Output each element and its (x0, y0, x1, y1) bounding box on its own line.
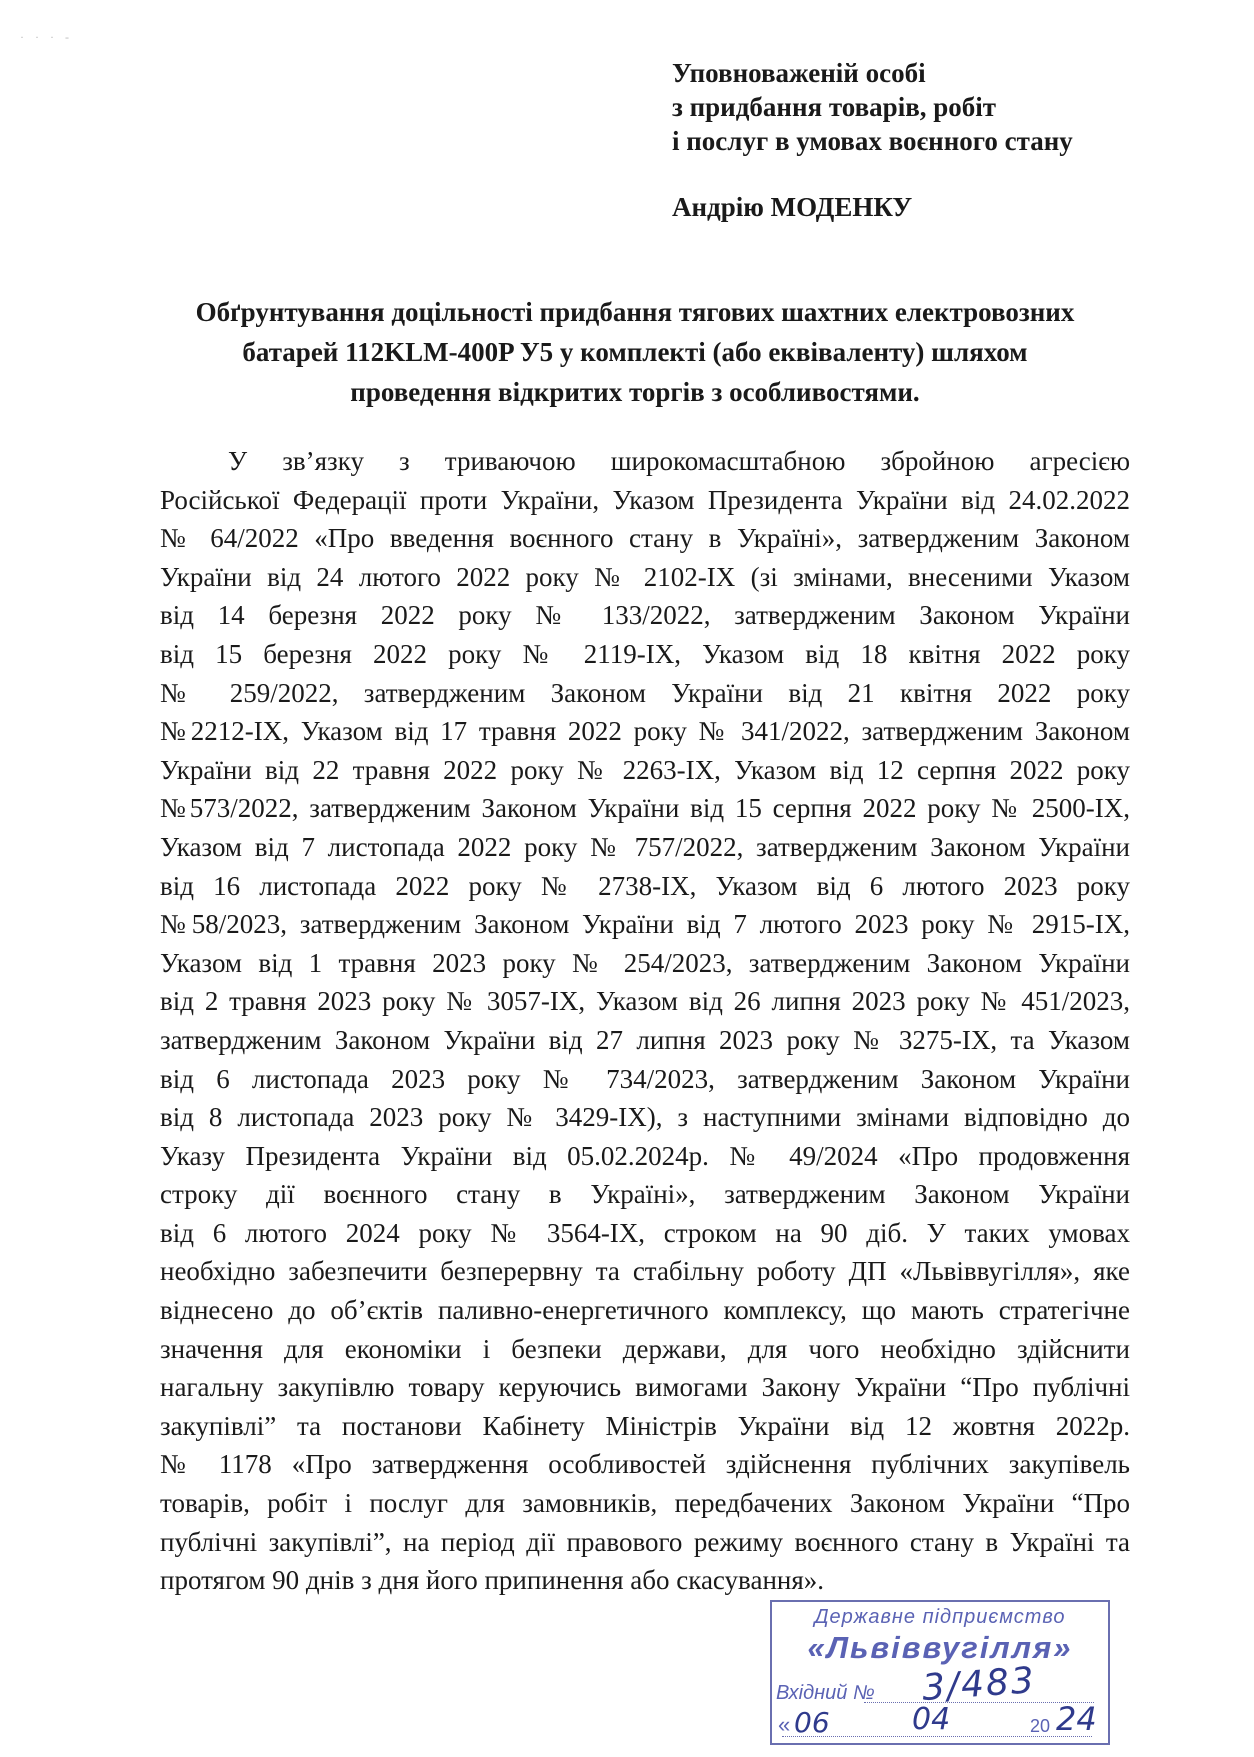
title-line: Обґрунтування доцільності придбання тягових шахтних електровозних (195, 297, 1075, 327)
body-line: №58/2023, затвердженим Законом України від 7 лютого 2023 року № 2915-IX, (160, 909, 1130, 940)
title-line: проведення відкритих торгів з особливостями. (350, 377, 920, 407)
body-line: №573/2022, затвердженим Законом України від 15 серпня 2022 року № 2500-IX, (160, 793, 1130, 824)
body-line: № 1178 «Про затвердження особливостей здійснення публічних закупівель (160, 1449, 1130, 1480)
addressee-name: Андрію МОДЕНКУ (672, 192, 913, 222)
body-line: від 16 листопада 2022 року № 2738-IX, Указом від 6 лютого 2023 року (160, 870, 1130, 901)
body-line: від 15 березня 2022 року № 2119-IX, Указом від 18 квітня 2022 року (160, 638, 1130, 669)
addressee-block (672, 56, 1192, 224)
body-line: від 6 листопада 2023 року № 734/2023, затвердженим Законом України (160, 1063, 1130, 1094)
body-line: протягом 90 днів з дня його припинення або скасування». (160, 1565, 825, 1596)
body-line: необхідно забезпечити безперервну та стабільну роботу ДП «Львіввугілля», яке (160, 1256, 1130, 1287)
stamp-incoming-number: 3/483 (920, 1660, 1038, 1709)
body-line: значення для економіки і безпеки держави, для чого необхідно здійснити (160, 1333, 1130, 1364)
body-line: затвердженим Законом України від 27 липня 2023 року № 3275-IX, та Указом (160, 1024, 1130, 1055)
body-line: публічні закупівлі”, на період дії правового режиму воєнного стану в Україні та (160, 1526, 1130, 1557)
scan-artifact: · · · - (20, 30, 73, 44)
body-line: від 2 травня 2023 року № 3057-IX, Указом від 26 липня 2023 року № 451/2023, (160, 986, 1130, 1017)
body-line: Указом від 1 травня 2023 року № 254/2023, затвердженим Законом України (160, 947, 1130, 978)
registration-stamp (770, 1600, 1110, 1745)
title-line: батарей 112KLM-400P У5 у комплекті (або еквіваленту) шляхом (242, 337, 1028, 367)
document-body (160, 442, 1130, 1600)
document-title (150, 292, 1120, 412)
body-line: Російської Федерації проти України, Указом Президента України від 24.02.2022 (160, 484, 1130, 515)
body-line: України від 22 травня 2022 року № 2263-IX, Указом від 12 серпня 2022 року (160, 754, 1130, 785)
body-line: від 6 лютого 2024 року № 3564-IX, строком на 90 діб. У таких умовах (160, 1217, 1130, 1248)
stamp-date-quote: « (778, 1712, 791, 1737)
stamp-date-year-prefix: 20 (1030, 1716, 1051, 1736)
stamp-date-year-suffix: 24 (1056, 1700, 1097, 1738)
body-line: від 14 березня 2022 року № 133/2022, затвердженим Законом України (160, 600, 1130, 631)
body-line: нагальну закупівлю товару керуючись вимогами Закону України “Про публічні (160, 1372, 1130, 1403)
body-line: №2212-IX, Указом від 17 травня 2022 року № 341/2022, затвердженим Законом (160, 716, 1130, 747)
body-line: № 259/2022, затвердженим Законом України від 21 квітня 2022 року (160, 677, 1130, 708)
stamp-company-name: «Львіввугілля» (807, 1630, 1073, 1665)
stamp-incoming-label: Вхідний № (776, 1682, 875, 1704)
body-line: Указу Президента України від 05.02.2024р. № 49/2024 «Про продовження (160, 1140, 1130, 1171)
stamp-date-month: 04 (912, 1702, 951, 1737)
stamp-organization: Державне підприємство (814, 1606, 1066, 1628)
body-line: У зв’язку з триваючою широкомасштабною збройною агресією (228, 446, 1130, 476)
addressee-line: Уповноваженій особі (672, 58, 926, 88)
body-line: № 64/2022 «Про введення воєнного стану в Україні», затвердженим Законом (160, 523, 1130, 554)
body-line: України від 24 лютого 2022 року № 2102-IX (зі змінами, внесеними Указом (160, 561, 1130, 592)
body-line: від 8 листопада 2023 року № 3429-IX), з наступними змінами відповідно до (160, 1102, 1130, 1133)
addressee-line: і послуг в умовах воєнного стану (672, 126, 1073, 156)
body-line: закупівлі” та постанови Кабінету Міністрів України від 12 жовтня 2022р. (160, 1410, 1130, 1441)
body-line: віднесено до об’єктів паливно-енергетичного комплексу, що мають стратегічне (160, 1295, 1130, 1326)
addressee-line: з придбання товарів, робіт (672, 92, 997, 122)
body-line: товарів, робіт і послуг для замовників, передбачених Законом України “Про (160, 1488, 1130, 1519)
body-line: Указом від 7 листопада 2022 року № 757/2022, затвердженим Законом України (160, 831, 1130, 862)
body-line: строку дії воєнного стану в Україні», затвердженим Законом України (160, 1179, 1130, 1210)
stamp-date-day: 06 (794, 1706, 830, 1739)
